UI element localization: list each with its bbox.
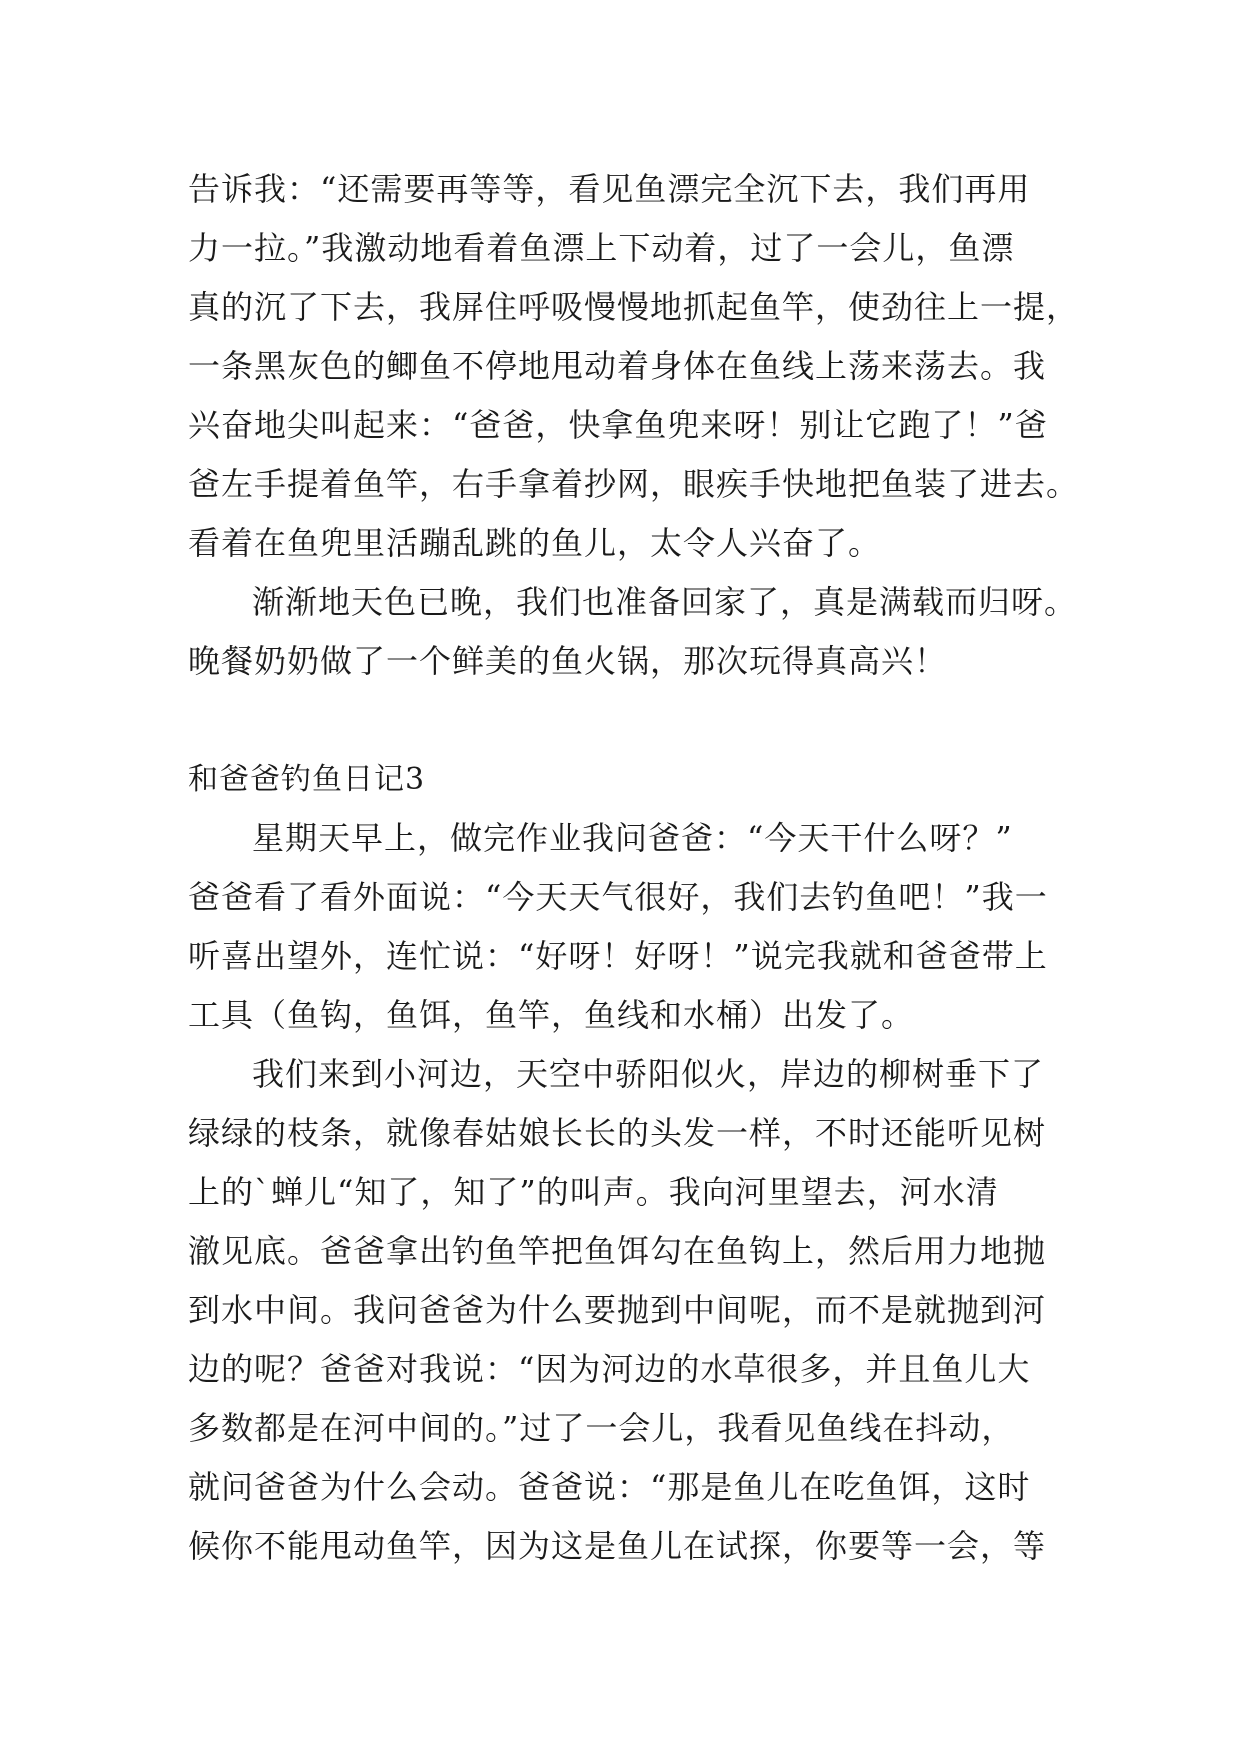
text-line: 真的沉了下去，我屏住呼吸慢慢地抓起鱼竿，使劲往上一提， bbox=[188, 288, 1080, 326]
text-line: 告诉我：“还需要再等等，看见鱼漂完全沉下去，我们再用 bbox=[188, 170, 1031, 208]
text-line: 听喜出望外，连忙说：“好呀！好呀！”说完我就和爸爸带上 bbox=[188, 937, 1048, 975]
text-line: 一条黑灰色的鲫鱼不停地甩动着身体在鱼线上荡来荡去。我 bbox=[188, 347, 1047, 385]
text-line: 绿绿的枝条，就像春姑娘长长的头发一样，不时还能听见树 bbox=[188, 1114, 1047, 1152]
text-line: 看着在鱼兜里活蹦乱跳的鱼儿，太令人兴奋了。 bbox=[188, 524, 882, 562]
paragraph bbox=[188, 1045, 1058, 1576]
text-line: 兴奋地尖叫起来：“爸爸，快拿鱼兜来呀！别让它跑了！”爸 bbox=[188, 406, 1048, 444]
text-line: 渐渐地天色已晚，我们也准备回家了，真是满载而归呀。 bbox=[252, 583, 1078, 621]
paragraph-continuation bbox=[188, 160, 1080, 573]
text-line: 多数都是在河中间的。”过了一会儿，我看见鱼线在抖动， bbox=[188, 1409, 1015, 1447]
text-line: 力一拉。”我激动地看着鱼漂上下动着，过了一会儿，鱼漂 bbox=[188, 229, 1015, 267]
section-gap bbox=[188, 691, 1058, 750]
paragraph bbox=[188, 809, 1058, 1045]
text-line: 工具（鱼钩，鱼饵，鱼竿，鱼线和水桶）出发了。 bbox=[188, 996, 915, 1034]
text-line: 晚餐奶奶做了一个鲜美的鱼火锅，那次玩得真高兴！ bbox=[188, 642, 948, 680]
text-line: 上的`蝉儿“知了，知了”的叫声。我向河里望去，河水清 bbox=[188, 1173, 999, 1211]
section-title: 和爸爸钓鱼日记3 bbox=[188, 762, 426, 797]
text-line: 爸爸看了看外面说：“今天天气很好，我们去钓鱼吧！”我一 bbox=[188, 878, 1048, 916]
text-line: 边的呢？爸爸对我说：“因为河边的水草很多，并且鱼儿大 bbox=[188, 1350, 1031, 1388]
text-line: 爸左手提着鱼竿，右手拿着抄网，眼疾手快地把鱼装了进去。 bbox=[188, 465, 1080, 503]
text-line: 到水中间。我问爸爸为什么要抛到中间呢，而不是就抛到河 bbox=[188, 1291, 1047, 1329]
document-body bbox=[188, 160, 1080, 1576]
text-line: 澈见底。爸爸拿出钓鱼竿把鱼饵勾在鱼钩上，然后用力地抛 bbox=[188, 1232, 1047, 1270]
paragraph bbox=[188, 573, 1078, 691]
text-line: 我们来到小河边，天空中骄阳似火，岸边的柳树垂下了 bbox=[252, 1055, 1045, 1093]
text-line: 就问爸爸为什么会动。爸爸说：“那是鱼儿在吃鱼饵，这时 bbox=[188, 1468, 1031, 1506]
text-line: 候你不能甩动鱼竿，因为这是鱼儿在试探，你要等一会，等 bbox=[188, 1527, 1047, 1565]
text-line: 星期天早上，做完作业我问爸爸：“今天干什么呀？” bbox=[252, 819, 1013, 857]
